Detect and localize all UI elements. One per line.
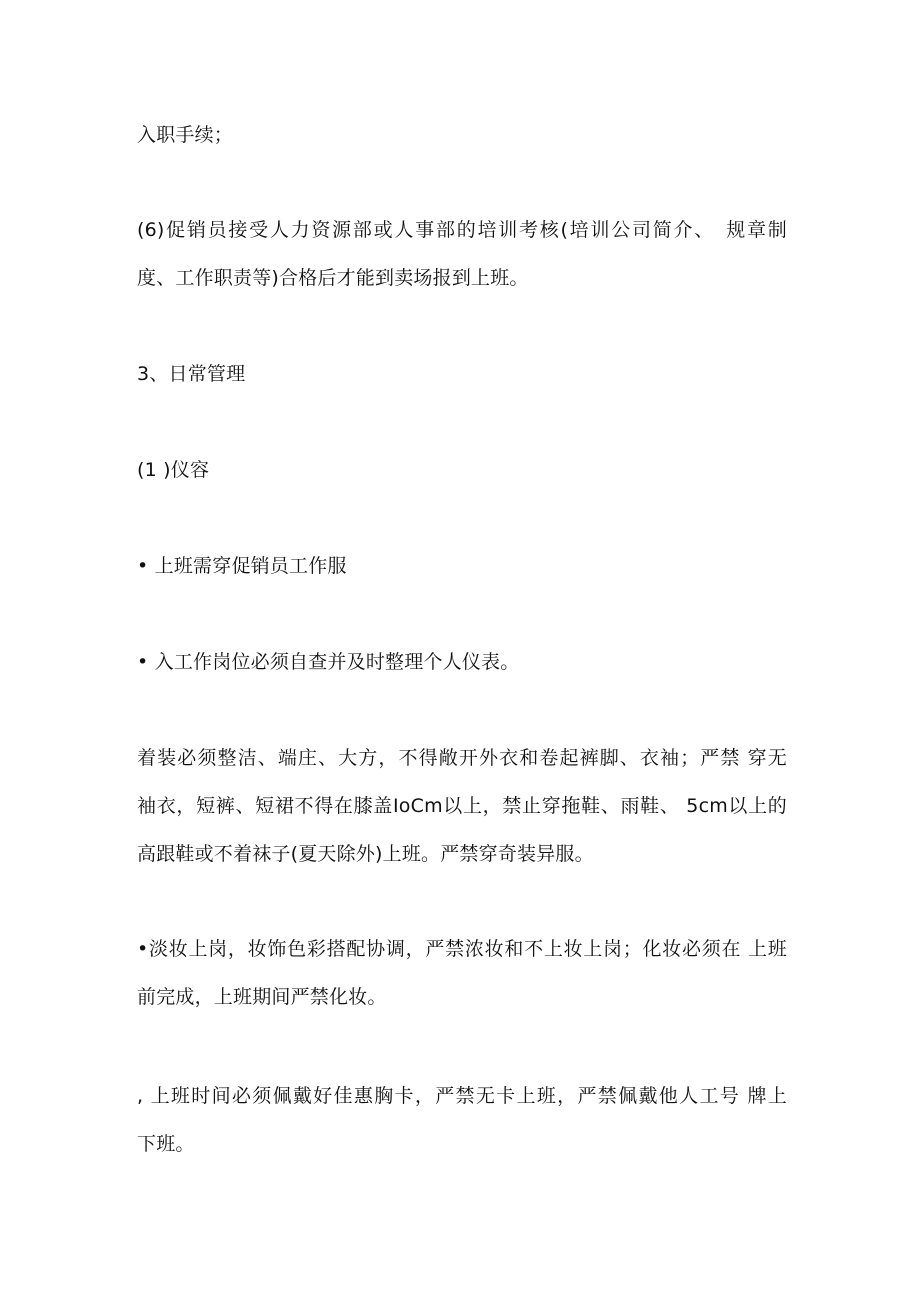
bullet-item-badge-1: , 上班时间必须佩戴好佳惠胸卡，严禁无卡上班，严禁佩戴他人工号 牌上 <box>137 1085 787 1107</box>
section-heading-daily-management: 3、日常管理 <box>137 363 246 385</box>
bullet-item-makeup-1: •淡妆上岗，妆饰色彩搭配协调，严禁浓妆和不上妆上岗；化妆必须在 上班 <box>137 938 787 960</box>
text-line-training-1: (6)促销员接受人力资源部或人事部的培训考核(培训公司简介、 规章制 <box>137 219 787 241</box>
subsection-heading-appearance: (1 )仪容 <box>137 459 210 481</box>
text-line-dress-2: 袖衣，短裤、短裙不得在膝盖IoCm以上，禁止穿拖鞋、雨鞋、 5cm以上的 <box>137 795 787 817</box>
bullet-item-self-check: • 入工作岗位必须自查并及时整理个人仪表。 <box>137 651 520 673</box>
bullet-item-uniform: • 上班需穿促销员工作服 <box>137 555 347 577</box>
text-line-dress-3: 高跟鞋或不着袜子(夏天除外)上班。严禁穿奇装异服。 <box>137 843 594 865</box>
text-line-training-2: 度、工作职责等)合格后才能到卖场报到上班。 <box>137 267 529 289</box>
bullet-item-badge-2: 下班。 <box>137 1133 195 1155</box>
bullet-item-makeup-2: 前完成，上班期间严禁化妆。 <box>137 986 387 1008</box>
text-line-enrollment: 入职手续； <box>137 124 234 146</box>
text-line-dress-1: 着装必须整洁、端庄、大方，不得敞开外衣和卷起裤脚、衣袖；严禁 穿无 <box>137 747 787 769</box>
